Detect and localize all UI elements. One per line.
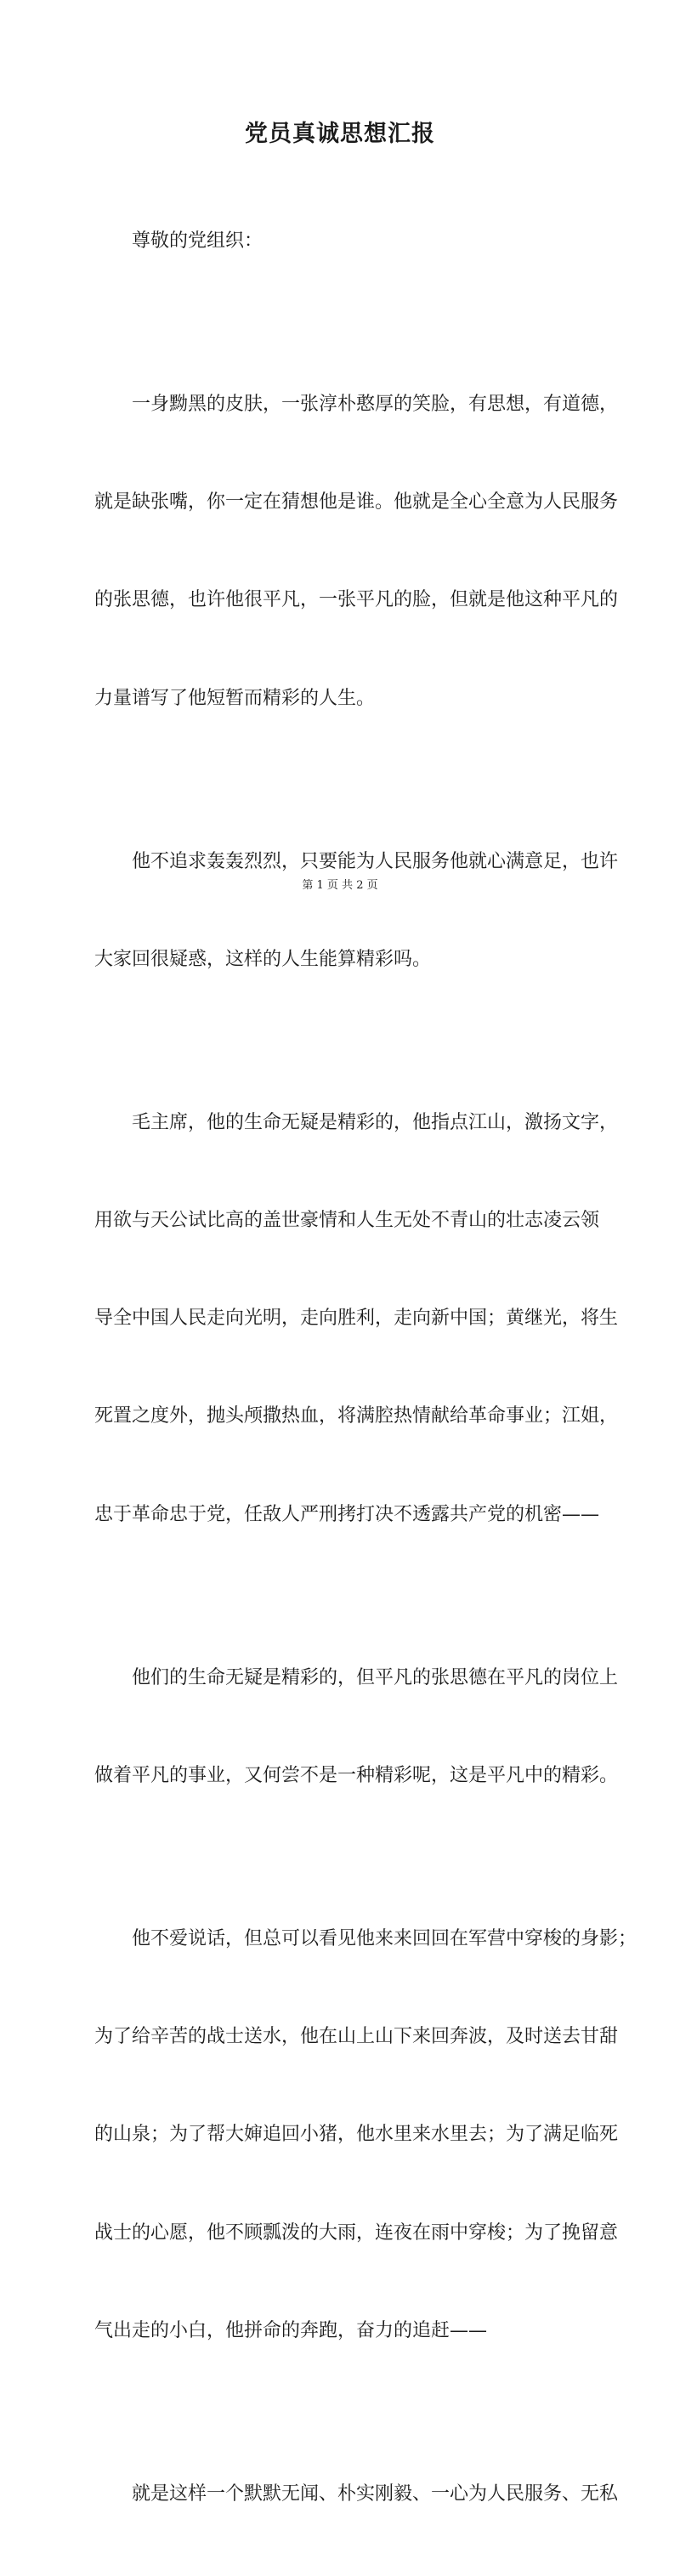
text-line: 的张思德，也许他很平凡，一张平凡的脸，但就是他这种平凡的 <box>94 589 619 611</box>
text-line: 就是缺张嘴，你一定在猜想他是谁。他就是全心全意为人民服务 <box>94 491 619 513</box>
text-line: 他们的生命无疑是精彩的，但平凡的张思德在平凡的岗位上 <box>132 1666 619 1688</box>
paragraph <box>94 1597 619 1858</box>
text-line: 就是这样一个默默无闻、朴实刚毅、一心为人民服务、无私 <box>132 2482 619 2505</box>
text-line: 一身黝黑的皮肤，一张淳朴憨厚的笑脸，有思想，有道德， <box>132 393 619 415</box>
paragraph-salutation <box>94 160 608 323</box>
text-line: 战士的心愿，他不顾瓢泼的大雨，连夜在雨中穿梭；为了挽留意 <box>94 2221 619 2244</box>
text-line: 导全中国人民走向光明，走向胜利，走向新中国；黄继光，将生 <box>94 1308 619 1330</box>
text-line: 毛主席，他的生命无疑是精彩的，他指点江山，激扬文字， <box>132 1111 619 1133</box>
text-line: 尊敬的党组织： <box>132 230 264 252</box>
text-line: 为了给辛苦的战士送水，他在山上山下来回奔波，及时送去甘甜 <box>94 2026 619 2048</box>
document-body <box>94 160 638 2576</box>
text-line: 气出走的小白，他拼命的奔跑，奋力的追赶—— <box>94 2319 488 2341</box>
text-line: 大家回很疑惑，这样的人生能算精彩吗。 <box>94 948 432 970</box>
text-line: 用欲与天公试比高的盖世豪情和人生无处不青山的壮志凌云领 <box>94 1210 600 1231</box>
paragraph <box>94 323 619 780</box>
paragraph <box>94 2413 619 2576</box>
text-line: 死置之度外，抛头颅撒热血，将满腔热情献给革命事业；江姐， <box>94 1405 619 1427</box>
paragraph <box>94 1858 638 2413</box>
paragraph <box>94 780 619 1041</box>
text-line: 他不追求轰轰烈烈，只要能为人民服务他就心满意足，也许 <box>132 850 619 872</box>
page-footer: 第 1 页 共 2 页 <box>302 879 378 892</box>
text-line: 力量谱写了他短暂而精彩的人生。 <box>94 687 376 709</box>
paragraph <box>94 1041 619 1597</box>
text-line: 他不爱说话，但总可以看见他来来回回在军营中穿梭的身影； <box>132 1927 638 1949</box>
text-line: 的山泉；为了帮大婶追回小猪，他水里来水里去；为了满足临死 <box>94 2124 619 2146</box>
text-line: 做着平凡的事业，又何尝不是一种精彩呢，这是平凡中的精彩。 <box>94 1764 619 1786</box>
text-line: 忠于革命忠于党，任敌人严刑拷打决不透露共产党的机密—— <box>94 1503 600 1525</box>
document-title: 党员真诚思想汇报 <box>245 121 435 147</box>
